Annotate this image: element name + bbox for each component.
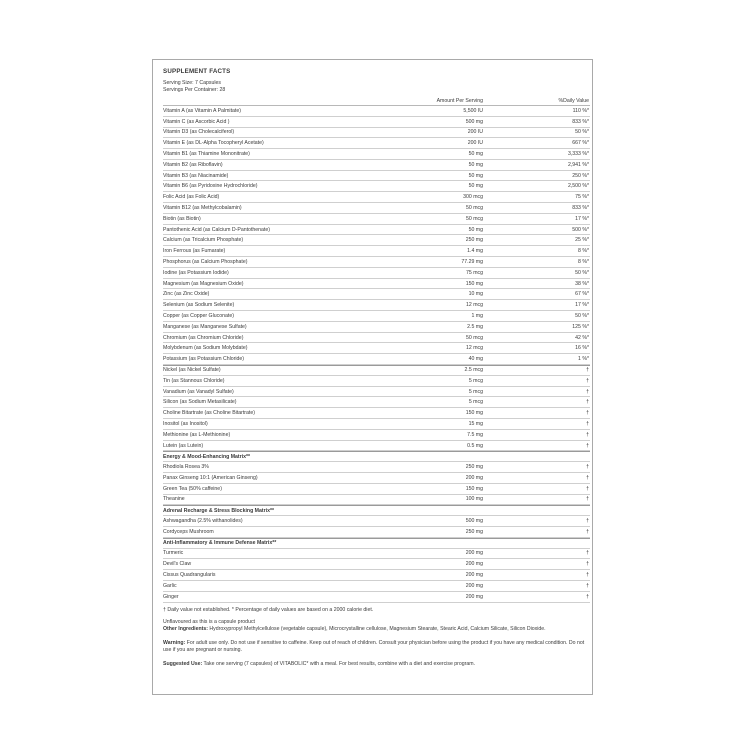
other-nutrients-section bbox=[163, 365, 590, 451]
nutrient-amount: 50 mg bbox=[468, 226, 483, 233]
nutrient-daily-value: 38 %* bbox=[575, 280, 589, 287]
nutrient-name: Iron Ferrous (as Fumarate) bbox=[163, 248, 226, 255]
nutrient-name: Cissus Quadrangularis bbox=[163, 572, 216, 579]
nutrient-row bbox=[163, 181, 590, 192]
energy-matrix-section bbox=[163, 462, 590, 505]
nutrient-amount: 12 mcg bbox=[465, 345, 483, 352]
nutrient-row bbox=[163, 138, 590, 149]
nutrient-name: Molybdenum (as Sodium Molybdate) bbox=[163, 345, 248, 352]
nutrient-name: Tin (as Stannous Chloride) bbox=[163, 377, 225, 384]
nutrient-amount: 0.5 mg bbox=[467, 442, 483, 449]
nutrient-name: Iodine (as Potassium Iodide) bbox=[163, 269, 229, 276]
nutrient-row bbox=[163, 570, 590, 581]
nutrient-amount: 250 mg bbox=[465, 237, 483, 244]
nutrient-daily-value: 50 %* bbox=[575, 269, 589, 276]
nutrient-name: Vitamin E (as DL-Alpha Tocopheryl Acetate) bbox=[163, 140, 264, 147]
nutrient-name: Zinc (as Zinc Oxide) bbox=[163, 291, 210, 298]
nutrient-daily-value: 833 %* bbox=[572, 204, 589, 211]
vitamins-section bbox=[163, 106, 590, 365]
nutrient-daily-value: 17 %* bbox=[575, 302, 589, 309]
nutrient-daily-value: † bbox=[586, 528, 589, 535]
nutrient-daily-value: † bbox=[586, 496, 589, 503]
nutrient-daily-value: † bbox=[586, 464, 589, 471]
nutrient-name: Folic Acid (as Folic Acid) bbox=[163, 194, 220, 201]
nutrient-name: Inositol (as Inositol) bbox=[163, 420, 208, 427]
nutrient-amount: 77.29 mg bbox=[461, 258, 483, 265]
nutrient-daily-value: † bbox=[586, 442, 589, 449]
nutrient-name: Cordyceps Mushroom bbox=[163, 528, 214, 535]
nutrient-amount: 12 mcg bbox=[465, 302, 483, 309]
nutrient-daily-value: † bbox=[586, 377, 589, 384]
nutrient-amount: 100 mg bbox=[465, 496, 483, 503]
nutrient-row bbox=[163, 333, 590, 344]
nutrient-row bbox=[163, 354, 590, 365]
warning-label: Warning: bbox=[163, 639, 186, 646]
nutrient-name: Choline Bitartrate (as Choline Bitartrate) bbox=[163, 410, 255, 417]
nutrient-name: Pantothenic Acid (as Calcium D-Pantothenate) bbox=[163, 226, 270, 233]
nutrient-daily-value: 2,941 %* bbox=[567, 161, 589, 168]
nutrient-daily-value: † bbox=[586, 485, 589, 492]
nutrient-row bbox=[163, 106, 590, 117]
nutrient-row bbox=[163, 462, 590, 473]
nutrient-row bbox=[163, 128, 590, 139]
nutrient-amount: 5 mcg bbox=[468, 388, 483, 395]
nutrient-name: Nickel (as Nickel Sulfate) bbox=[163, 367, 221, 374]
panel-title: SUPPLEMENT FACTS bbox=[163, 68, 231, 75]
nutrient-amount: 200 mg bbox=[465, 550, 483, 557]
nutrient-amount: 5 mcg bbox=[468, 377, 483, 384]
nutrient-name: Vitamin B12 (as Methylcobalamin) bbox=[163, 204, 242, 211]
servings-per-container: Servings Per Container: 28 bbox=[163, 87, 226, 94]
nutrient-row bbox=[163, 160, 590, 171]
nutrient-row bbox=[163, 581, 590, 592]
nutrient-name: Vitamin C (as Ascorbic Acid ) bbox=[163, 118, 230, 125]
nutrient-amount: 500 mg bbox=[465, 118, 483, 125]
nutrient-row bbox=[163, 225, 590, 236]
nutrient-amount: 250 mg bbox=[465, 464, 483, 471]
nutrient-amount: 50 mg bbox=[468, 150, 483, 157]
table-header bbox=[163, 96, 590, 106]
other-ingredients bbox=[163, 626, 590, 634]
nutrient-daily-value: † bbox=[586, 399, 589, 406]
nutrient-amount: 200 mg bbox=[465, 474, 483, 481]
nutrient-row bbox=[163, 419, 590, 430]
warning bbox=[163, 640, 590, 655]
nutrient-name: Garlic bbox=[163, 582, 177, 589]
nutrient-name: Vitamin B2 (as Riboflavin) bbox=[163, 161, 223, 168]
nutrient-row bbox=[163, 592, 590, 603]
nutrient-amount: 75 mcg bbox=[465, 269, 483, 276]
nutrient-amount: 2.5 mcg bbox=[464, 367, 483, 374]
immune-matrix-title: Anti-Inflammatory & Immune Defense Matrix** bbox=[163, 538, 590, 549]
nutrient-daily-value: † bbox=[586, 582, 589, 589]
nutrient-amount: 250 mg bbox=[465, 528, 483, 535]
nutrient-name: Vanadium (as Vanadyl Sulfate) bbox=[163, 388, 234, 395]
nutrient-row bbox=[163, 516, 590, 527]
adrenal-matrix-section bbox=[163, 516, 590, 538]
nutrient-daily-value: 125 %* bbox=[572, 323, 589, 330]
nutrient-daily-value: 667 %* bbox=[572, 140, 589, 147]
nutrient-amount: 50 mcg bbox=[465, 204, 483, 211]
nutrient-amount: 200 mg bbox=[465, 593, 483, 600]
nutrient-amount: 5,500 IU bbox=[463, 107, 483, 114]
nutrient-daily-value: 110 %* bbox=[572, 107, 589, 114]
footnote: † Daily value not established. * Percentage of daily values are based on a 2000 calorie diet. bbox=[163, 606, 374, 613]
nutrient-daily-value: 1 %* bbox=[578, 356, 589, 363]
nutrient-row bbox=[163, 268, 590, 279]
nutrient-daily-value: 833 %* bbox=[572, 118, 589, 125]
nutrient-amount: 2.5 mg bbox=[467, 323, 483, 330]
nutrient-daily-value: 8 %* bbox=[578, 258, 589, 265]
nutrient-daily-value: † bbox=[586, 550, 589, 557]
nutrient-amount: 150 mg bbox=[465, 485, 483, 492]
nutrient-row bbox=[163, 484, 590, 495]
nutrient-daily-value: 17 %* bbox=[575, 215, 589, 222]
nutrient-daily-value: † bbox=[586, 474, 589, 481]
nutrient-name: Magnesium (as Magnesium Oxide) bbox=[163, 280, 244, 287]
nutrient-row bbox=[163, 376, 590, 387]
nutrient-amount: 300 mcg bbox=[463, 194, 483, 201]
nutrient-row bbox=[163, 322, 590, 333]
nutrient-row bbox=[163, 441, 590, 452]
nutrient-daily-value: 8 %* bbox=[578, 248, 589, 255]
nutrient-name: Panax Ginseng 10:1 (American Ginseng) bbox=[163, 474, 258, 481]
nutrient-row bbox=[163, 473, 590, 484]
nutrient-amount: 50 mg bbox=[468, 183, 483, 190]
nutrient-daily-value: 250 %* bbox=[572, 172, 589, 179]
nutrient-row bbox=[163, 397, 590, 408]
nutrient-row bbox=[163, 559, 590, 570]
nutrient-row bbox=[163, 203, 590, 214]
nutrient-row bbox=[163, 343, 590, 354]
nutrient-row bbox=[163, 549, 590, 560]
nutrient-amount: 1.4 mg bbox=[467, 248, 483, 255]
nutrient-name: Devil's Claw bbox=[163, 561, 192, 568]
nutrient-daily-value: † bbox=[586, 388, 589, 395]
nutrient-row bbox=[163, 289, 590, 300]
nutrient-name: Potassium (as Potassium Chloride) bbox=[163, 356, 245, 363]
nutrient-amount: 200 mg bbox=[465, 582, 483, 589]
suggested-use-text: Take one serving (7 capsules) of VITABOLIC* with a meal. For best results, combine with a diet and exercise program. bbox=[202, 660, 476, 667]
immune-matrix-section bbox=[163, 549, 590, 603]
nutrient-name: Copper (as Copper Gluconate) bbox=[163, 312, 234, 319]
supplement-facts-panel bbox=[152, 59, 593, 695]
nutrient-row bbox=[163, 192, 590, 203]
nutrient-name: Ginger bbox=[163, 593, 179, 600]
nutrient-name: Manganese (as Manganese Sulfate) bbox=[163, 323, 247, 330]
flavour-note: Unflavoured as this is a capsule product bbox=[163, 618, 255, 625]
nutrient-daily-value: 42 %* bbox=[575, 334, 589, 341]
nutrient-name: Green Tea (50% caffeine) bbox=[163, 485, 222, 492]
adrenal-matrix-title: Adrenal Recharge & Stress Blocking Matrix** bbox=[163, 505, 590, 516]
nutrient-name: Methionine (as L-Methionine) bbox=[163, 431, 231, 438]
nutrient-daily-value: 16 %* bbox=[575, 345, 589, 352]
nutrient-name: Vitamin B6 (as Pyridoxine Hydrochloride) bbox=[163, 183, 258, 190]
nutrient-amount: 5 mcg bbox=[468, 399, 483, 406]
energy-matrix-title: Energy & Mood-Enhancing Matrix** bbox=[163, 451, 590, 462]
nutrient-name: Lutein (as Lutein) bbox=[163, 442, 204, 449]
nutrient-daily-value: 75 %* bbox=[575, 194, 589, 201]
nutrient-daily-value: 2,500 %* bbox=[567, 183, 589, 190]
nutrient-name: Phosphorus (as Calcium Phosphate) bbox=[163, 258, 248, 265]
nutrient-row bbox=[163, 246, 590, 257]
nutrient-row bbox=[163, 214, 590, 225]
nutrient-row bbox=[163, 495, 590, 506]
nutrient-amount: 1 mg bbox=[471, 312, 483, 319]
nutrient-row bbox=[163, 171, 590, 182]
nutrient-name: Theanine bbox=[163, 496, 185, 503]
nutrient-amount: 150 mg bbox=[465, 280, 483, 287]
nutrient-daily-value: † bbox=[586, 420, 589, 427]
nutrient-table bbox=[163, 96, 590, 602]
nutrient-daily-value: 50 %* bbox=[575, 129, 589, 136]
nutrient-name: Silicon (as Sodium Metasilicate) bbox=[163, 399, 237, 406]
nutrient-amount: 150 mg bbox=[465, 410, 483, 417]
nutrient-row bbox=[163, 300, 590, 311]
nutrient-amount: 10 mg bbox=[468, 291, 483, 298]
other-ingredients-text: Hydroxypropyl Methylcellulose (vegetable capsule), Microcrystalline cellulose, Magnesium Stearate, Stearic Acid, Calcium Silicate, Silicon Dioxide. bbox=[207, 626, 546, 633]
nutrient-amount: 50 mg bbox=[468, 172, 483, 179]
nutrient-daily-value: † bbox=[586, 593, 589, 600]
nutrient-daily-value: 67 %* bbox=[575, 291, 589, 298]
nutrient-row bbox=[163, 235, 590, 246]
nutrient-name: Selenium (as Sodium Selenite) bbox=[163, 302, 235, 309]
nutrient-name: Rhodiola Rosea 3% bbox=[163, 464, 209, 471]
nutrient-amount: 50 mg bbox=[468, 161, 483, 168]
nutrient-row bbox=[163, 365, 590, 376]
nutrient-daily-value: 3,333 %* bbox=[567, 150, 589, 157]
nutrient-daily-value: † bbox=[586, 410, 589, 417]
nutrient-name: Vitamin B1 (as Thiamine Mononitrate) bbox=[163, 150, 250, 157]
warning-text: For adult use only. Do not use if sensitive to caffeine. Keep out of reach of children. Consult your physician before using the product if you have any medical condition. Do not use if you are pregnant or nursing. bbox=[163, 639, 585, 654]
nutrient-amount: 200 mg bbox=[465, 572, 483, 579]
nutrient-name: Turmeric bbox=[163, 550, 184, 557]
nutrient-amount: 50 mcg bbox=[465, 334, 483, 341]
nutrient-row bbox=[163, 408, 590, 419]
nutrient-daily-value: 25 %* bbox=[575, 237, 589, 244]
nutrient-daily-value: 500 %* bbox=[572, 226, 589, 233]
nutrient-name: Chromium (as Chromium Chloride) bbox=[163, 334, 244, 341]
flavour-and-ingredients bbox=[163, 619, 590, 634]
nutrient-daily-value: † bbox=[586, 572, 589, 579]
nutrient-amount: 200 IU bbox=[467, 129, 483, 136]
nutrient-name: Vitamin A (as Vitamin A Palmitate) bbox=[163, 107, 241, 114]
nutrient-amount: 500 mg bbox=[465, 518, 483, 525]
nutrient-amount: 15 mg bbox=[468, 420, 483, 427]
nutrient-name: Vitamin D3 (as Cholecalciferol) bbox=[163, 129, 235, 136]
panel-content bbox=[163, 68, 590, 669]
header-daily-value: %Daily Value bbox=[558, 97, 589, 104]
serving-size: Serving Size: 7 Capsules bbox=[163, 80, 221, 86]
header-amount: Amount Per Serving bbox=[436, 97, 483, 104]
nutrient-amount: 7.5 mg bbox=[467, 431, 483, 438]
nutrient-row bbox=[163, 117, 590, 128]
nutrient-row bbox=[163, 149, 590, 160]
nutrient-amount: 50 mcg bbox=[465, 215, 483, 222]
nutrient-daily-value: † bbox=[586, 431, 589, 438]
nutrient-row bbox=[163, 527, 590, 538]
nutrient-row bbox=[163, 311, 590, 322]
nutrient-row bbox=[163, 387, 590, 398]
nutrient-name: Calcium (as Tricalcium Phosphate) bbox=[163, 237, 244, 244]
nutrient-daily-value: † bbox=[586, 367, 589, 374]
suggested-use-label: Suggested Use: bbox=[163, 660, 203, 667]
nutrient-daily-value: † bbox=[586, 561, 589, 568]
nutrient-daily-value: † bbox=[586, 518, 589, 525]
nutrient-daily-value: 50 %* bbox=[575, 312, 589, 319]
nutrient-row bbox=[163, 430, 590, 441]
nutrient-name: Vitamin B3 (as Niacinamide) bbox=[163, 172, 229, 179]
suggested-use bbox=[163, 661, 590, 669]
nutrient-name: Ashwagandha (2.5% withanolides) bbox=[163, 518, 243, 525]
nutrient-row bbox=[163, 257, 590, 268]
other-ingredients-label: Other Ingredients: bbox=[163, 626, 208, 633]
nutrient-amount: 200 IU bbox=[467, 140, 483, 147]
nutrient-row bbox=[163, 279, 590, 290]
nutrient-name: Biotin (as Biotin) bbox=[163, 215, 201, 222]
nutrient-amount: 200 mg bbox=[465, 561, 483, 568]
nutrient-amount: 40 mg bbox=[468, 356, 483, 363]
